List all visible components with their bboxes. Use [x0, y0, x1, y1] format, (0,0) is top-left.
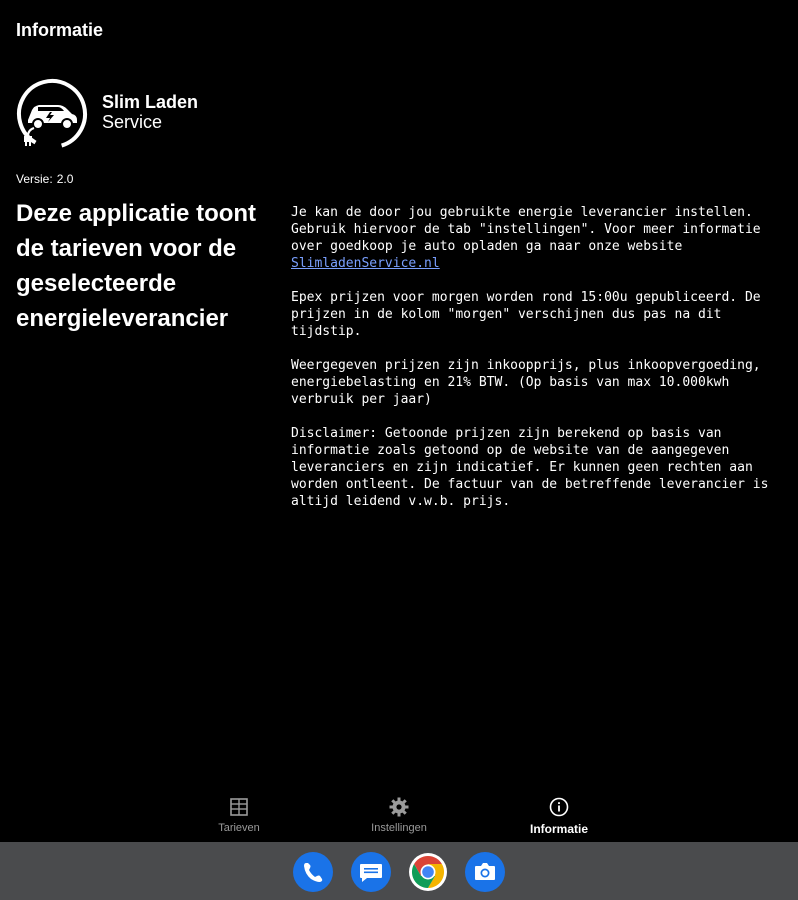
tab-instellingen[interactable] — [339, 796, 459, 834]
bottom-tab-bar — [0, 790, 798, 842]
page-title: Informatie — [16, 20, 104, 40]
phone-icon — [293, 852, 333, 892]
camera-icon — [465, 852, 505, 892]
camera-app-button[interactable] — [465, 852, 505, 892]
tab-informatie-label: Informatie — [529, 822, 588, 836]
tab-informatie[interactable] — [499, 796, 619, 836]
chrome-app-button[interactable] — [408, 852, 448, 892]
website-link[interactable]: SlimladenService.nl — [291, 256, 440, 271]
brand-name — [102, 92, 198, 132]
phone-app-button[interactable] — [293, 852, 333, 892]
electric-car-plug-icon — [14, 76, 90, 152]
chrome-icon — [408, 852, 448, 892]
table-icon — [228, 796, 250, 818]
headline: Deze applicatie toont de tarieven voor de geselecteerde energieleverancier — [16, 200, 257, 332]
info-paragraph-disclaimer: Disclaimer: Getoonde prijzen zijn berekend op basis van informatie zoals getoond op de website van de aangegeven leveranciers en zijn indicatief. Er kunnen geen rechten aan worden ontleent. De factuur van de betreffende leverancier is altijd leidend v.w.b. prijs. — [291, 426, 769, 509]
brand-line1: Slim Laden — [102, 92, 199, 112]
info-paragraph-settings-text: Je kan de door jou gebruikte energie leverancier instellen. Gebruik hiervoor de tab "instellingen". Voor meer informatie over goedkoop je auto opladen ga naar onze website — [291, 205, 761, 254]
tab-instellingen-label: Instellingen — [371, 822, 427, 834]
info-paragraph-settings — [291, 204, 791, 272]
tab-tarieven-label: Tarieven — [218, 822, 260, 834]
gear-icon — [388, 796, 410, 818]
messages-app-button[interactable] — [351, 852, 391, 892]
brand-line2: Service — [102, 112, 163, 132]
info-text — [291, 204, 791, 527]
info-icon — [548, 796, 570, 818]
version-value: 2.0 — [56, 172, 74, 186]
system-dock — [0, 842, 798, 900]
version-info — [16, 172, 73, 186]
messages-icon — [351, 852, 391, 892]
version-label: Versie: — [16, 172, 53, 186]
info-paragraph-prices: Weergegeven prijzen zijn inkoopprijs, plus inkoopvergoeding, energiebelasting en 21% BTW. (Op basis van max 10.000kwh verbruik per jaar) — [291, 358, 761, 407]
tab-tarieven[interactable] — [179, 796, 299, 834]
info-paragraph-epex: Epex prijzen voor morgen worden rond 15:00u gepubliceerd. De prijzen in de kolom "morgen" verschijnen dus pas na dit tijdstip. — [291, 290, 761, 339]
